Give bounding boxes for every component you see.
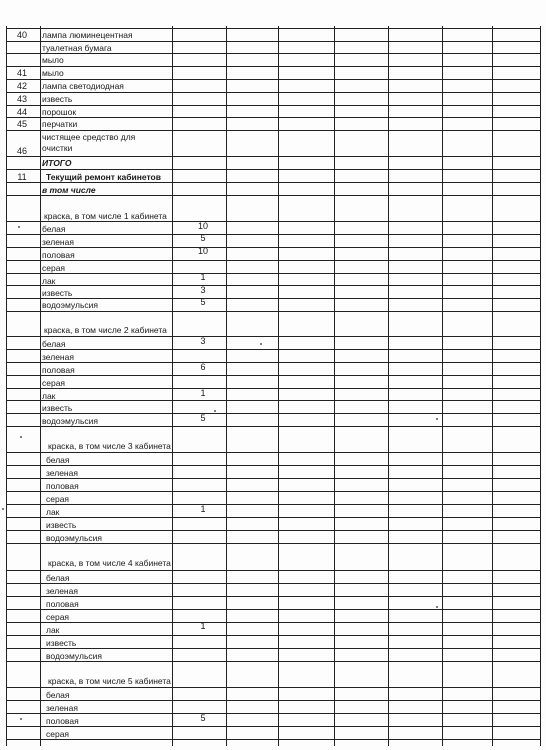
column-divider — [540, 26, 541, 746]
scan-speck — [18, 226, 20, 228]
item-name: половая — [42, 250, 75, 260]
row-divider — [6, 648, 540, 649]
row-divider — [6, 726, 540, 727]
row-divider — [6, 517, 540, 518]
item-name: зеленая — [46, 468, 78, 478]
item-name: лампа люминецентная — [42, 30, 133, 40]
row-divider — [6, 349, 540, 350]
row-divider — [6, 92, 540, 93]
row-divider — [6, 221, 540, 222]
row-number: 11 — [17, 172, 27, 182]
row-divider — [6, 117, 540, 118]
item-name: известь — [46, 638, 77, 648]
row-divider — [6, 169, 540, 170]
row-divider — [6, 311, 540, 312]
row-divider — [6, 713, 540, 714]
row-divider — [6, 130, 540, 131]
item-name: белая — [46, 690, 70, 700]
item-name: белая — [46, 573, 70, 583]
row-divider — [6, 622, 540, 623]
item-name: лак — [46, 625, 60, 635]
row-number: 46 — [16, 146, 27, 156]
row-divider — [6, 661, 540, 662]
item-quantity: 3 — [200, 336, 206, 346]
row-divider — [6, 234, 540, 235]
row-divider — [6, 105, 540, 106]
row-divider — [6, 504, 540, 505]
row-divider — [6, 478, 540, 479]
item-name: лак — [42, 276, 56, 286]
item-name: серая — [42, 378, 66, 388]
row-divider — [6, 687, 540, 688]
row-divider — [6, 362, 540, 363]
item-name: перчатки — [42, 119, 78, 129]
item-quantity: 5 — [200, 297, 206, 307]
scan-speck — [436, 606, 438, 608]
item-quantity: 1 — [200, 504, 206, 514]
item-name: водоэмульсия — [46, 533, 102, 543]
column-divider — [40, 26, 41, 746]
row-divider — [6, 336, 540, 337]
item-name: зеленая — [42, 352, 74, 362]
item-quantity: 1 — [200, 272, 206, 282]
item-name: известь — [42, 403, 73, 413]
row-divider — [6, 66, 540, 67]
item-name: половая — [46, 716, 79, 726]
item-name: серая — [46, 494, 70, 504]
row-divider — [6, 260, 540, 261]
item-name: известь — [42, 94, 73, 104]
item-name: водоэмульсия — [46, 651, 102, 661]
item-name: серая — [46, 612, 70, 622]
row-divider — [6, 491, 540, 492]
total-label: ИТОГО — [42, 158, 72, 168]
item-name: зеленая — [42, 237, 74, 247]
item-name: лампа светодиодная — [42, 81, 124, 91]
item-name: половая — [46, 599, 79, 609]
item-name: лак — [42, 391, 56, 401]
row-divider — [6, 570, 540, 571]
row-divider — [6, 465, 540, 466]
item-name: половая — [46, 481, 79, 491]
scan-speck — [436, 418, 438, 420]
item-name: серая — [42, 263, 66, 273]
item-quantity: 5 — [200, 413, 206, 423]
item-name: чистящее средство для очистки — [42, 132, 136, 153]
item-name: белая — [46, 455, 70, 465]
scan-speck — [260, 343, 262, 345]
row-divider — [6, 298, 540, 299]
item-name: известь — [42, 288, 73, 298]
item-quantity: 1 — [200, 388, 206, 398]
row-divider — [6, 426, 540, 427]
item-name: водоэмульсия — [42, 416, 98, 426]
item-quantity: 3 — [200, 285, 206, 295]
row-number: 40 — [16, 30, 27, 40]
row-divider — [6, 609, 540, 610]
row-divider — [6, 700, 540, 701]
item-name: зеленая — [46, 703, 78, 713]
paint-group-label: краска, в том числе 1 кабинета — [44, 211, 167, 221]
item-name: зеленая — [46, 586, 78, 596]
item-quantity: 10 — [197, 221, 208, 231]
row-divider — [6, 413, 540, 414]
row-divider — [6, 739, 540, 740]
row-divider — [6, 388, 540, 389]
item-name: лак — [46, 507, 60, 517]
row-divider — [6, 182, 540, 183]
section-title: Текущий ремонт кабинетов — [46, 172, 161, 182]
row-divider — [6, 273, 540, 274]
paint-group-label: краска, в том числе 3 кабинета — [48, 441, 171, 451]
item-name: известь — [46, 520, 77, 530]
row-divider — [6, 596, 540, 597]
item-quantity: 6 — [200, 362, 206, 372]
row-number: 43 — [16, 94, 27, 104]
row-divider — [6, 285, 540, 286]
item-name: мыло — [42, 55, 64, 65]
row-divider — [6, 53, 540, 54]
scan-speck — [214, 410, 216, 412]
row-divider — [6, 452, 540, 453]
column-divider — [6, 26, 7, 746]
item-name: серая — [46, 729, 70, 739]
column-divider — [492, 26, 493, 746]
item-name: мыло — [42, 68, 64, 78]
scan-speck — [20, 436, 22, 438]
row-number: 41 — [16, 68, 27, 78]
item-quantity: 5 — [200, 233, 206, 243]
row-divider — [6, 195, 540, 196]
row-divider — [6, 79, 540, 80]
row-divider — [6, 583, 540, 584]
item-name: водоэмульсия — [42, 300, 98, 310]
scan-speck — [2, 508, 4, 510]
column-divider — [278, 26, 279, 746]
column-divider — [388, 26, 389, 746]
paint-group-label: краска, в том числе 5 кабинета — [48, 676, 171, 686]
row-divider — [6, 28, 540, 29]
column-divider — [226, 26, 227, 746]
subsection-label: в том числе — [42, 185, 96, 195]
column-divider — [442, 26, 443, 746]
column-divider — [334, 26, 335, 746]
row-divider — [6, 400, 540, 401]
column-divider — [172, 26, 173, 746]
row-number: 44 — [16, 107, 27, 117]
scan-speck — [20, 718, 22, 720]
row-number: 42 — [16, 81, 27, 91]
row-divider — [6, 156, 540, 157]
paint-group-label: краска, в том числе 2 кабинета — [44, 325, 167, 335]
row-divider — [6, 247, 540, 248]
row-divider — [6, 543, 540, 544]
item-name: белая — [42, 224, 66, 234]
row-divider — [6, 41, 540, 42]
item-quantity: 5 — [200, 713, 206, 723]
item-quantity: 1 — [200, 621, 206, 631]
row-number: 45 — [16, 119, 27, 129]
item-name: туалетная бумага — [42, 43, 112, 53]
row-divider — [6, 375, 540, 376]
row-divider — [6, 530, 540, 531]
paint-group-label: краска, в том числе 4 кабинета — [48, 558, 171, 568]
row-divider — [6, 635, 540, 636]
item-name: белая — [42, 339, 66, 349]
item-quantity: 10 — [197, 246, 208, 256]
item-name: половая — [42, 365, 75, 375]
item-name: порошок — [42, 107, 77, 117]
